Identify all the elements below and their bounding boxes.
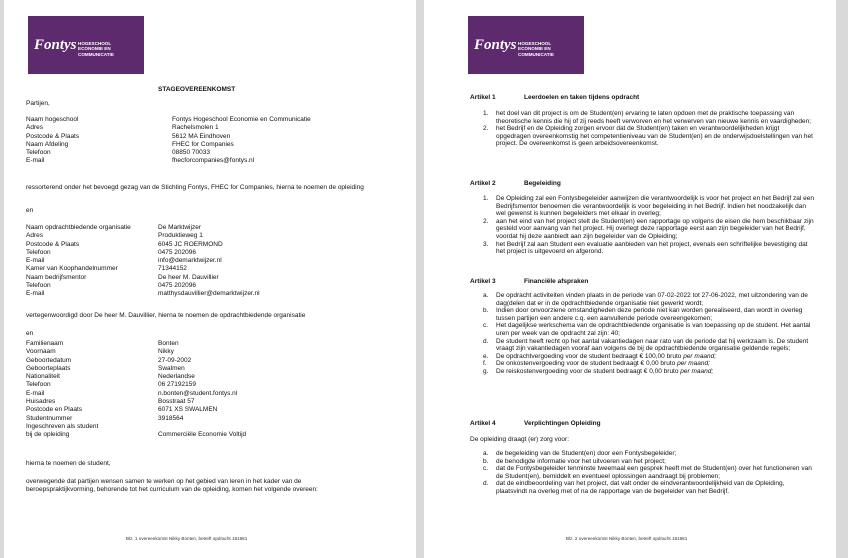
article-4-title: Verplichtingen Opleiding (524, 420, 601, 427)
detail-value: Rachelsmolen 1 (172, 124, 219, 132)
en-connector: en (26, 330, 34, 337)
list-item (470, 322, 815, 337)
detail-label: Adres (26, 232, 43, 240)
list-item (470, 450, 815, 458)
detail-row (26, 431, 406, 439)
logo-subtitle: HOGESCHOOL ECONOMIE EN COMMUNICATIE (78, 41, 114, 57)
logo-brand: Fontys (34, 37, 77, 53)
detail-row (26, 381, 406, 389)
detail-label: Ingeschreven als student (26, 422, 99, 430)
vertegenwoordigd-text: vertegenwoordigd door De heer M. Dauvillier, hierna te noemen de opdrachtbiedende organisatie (26, 312, 306, 319)
article-2-list (470, 195, 815, 256)
list-text: dat de Fontysbegeleider tenminste tweemaal een gesprek heeft met de Student(en) over het functioneren van de Student(en), bemiddelt en eventueel oplossingen aandraagt bij problemen; (496, 465, 812, 480)
detail-value: Bonten (158, 340, 179, 347)
detail-row (26, 274, 406, 282)
detail-row (26, 340, 406, 348)
article-1-list (470, 110, 815, 148)
detail-label: E-mail (26, 290, 45, 298)
detail-row (26, 241, 406, 249)
detail-label: Naam hogeschool (26, 116, 79, 123)
list-text: het doel van dit project is om de Student(en) ervaring te laten opdoen met de praktische toepassing van theoretische kennis die hij of zij reeds heeft verworven en het verwerven van nieuwe kennis en vaardigheden; (496, 110, 812, 125)
detail-value: fhecforcompanies@fontys.nl (172, 157, 255, 165)
list-marker: f. (483, 360, 487, 368)
logo-subtitle: HOGESCHOOL ECONOMIE EN COMMUNICATIE (518, 41, 554, 57)
list-marker: c. (483, 322, 489, 330)
list-item (470, 458, 815, 466)
list-marker: 2. (483, 125, 489, 133)
detail-row (26, 365, 406, 373)
article-4-list (470, 450, 815, 496)
list-text: het Bedrijf zal aan Student een evaluatie aanbieden van het project, evenals een schriftelijke bevestiging dat het project is uitgevoerd en afgerond. (496, 240, 808, 256)
detail-value: Fontys Hogeschool Economie en Communicatie (172, 116, 311, 123)
detail-row (26, 348, 406, 356)
list-text: De opdracht activiteiten vinden plaats in de periode van 07-02-2022 tot 27-06-2022, met uitzondering van de dag(delen dat er in de opdrachtbiedende organisatie niet gewerkt wordt; (496, 292, 808, 307)
article-4-number: Artikel 4 (470, 420, 496, 427)
list-text: De reiskostenvergoeding voor de student bedraagt € 0,00 bruto (496, 367, 679, 375)
detail-label: Geboorteplaats (26, 364, 71, 372)
list-text: het Bedrijf en de Opleiding zorgen ervoor dat de Student(en) taken en verantwoordelijkheden krijgt opgedragen overeenkomstig het competentieniveau van de Student(en) en de onderwijsdoelstellingen van het project. De overeenkomst is geen arbeidsovereenkomst. (496, 125, 813, 148)
article-3-list (470, 292, 815, 376)
list-item (470, 241, 815, 256)
detail-value: Commerciële Economie Voltijd (158, 431, 247, 439)
list-marker: 3. (483, 240, 489, 248)
detail-row (26, 357, 406, 365)
detail-label: E-mail (26, 157, 45, 165)
detail-label: E-mail (26, 389, 45, 397)
detail-label: Nationaliteit (26, 373, 60, 381)
detail-value: 6045 JC ROERMOND (158, 240, 223, 248)
list-item (470, 360, 815, 368)
list-text: aan het eind van het project stelt de Student(en) een rapportage op volgens de eisen die hem beschikbaar zijn gesteld voor aanvang van het project. Hij overlegt deze rapportage eerst aan zijn begeleider van het Bedrijf, voordat hij deze aanbiedt aan zijn begeleider van de Opleiding; (496, 217, 814, 240)
detail-row (26, 415, 406, 423)
detail-value: Swalmen (158, 364, 185, 372)
detail-row (26, 257, 406, 265)
detail-label: Telefoon (26, 149, 51, 157)
detail-value: info@demarktwijzer.nl (158, 257, 222, 265)
list-text: De onkostenvergoeding voor de student bedraagt € 0,00 bruto (496, 360, 676, 368)
detail-label: Kamer van Koophandelnummer (26, 265, 118, 273)
list-marker: b. (483, 307, 489, 315)
list-text: dat de eindbeoordeling van het project, dat valt onder de eindverantwoordelijkheid van de Opleiding, plaatsvindt na overleg met of na de rapportage van de begeleider van het Bedrijf. (496, 480, 785, 495)
article-4-intro: De opleiding draagt (er) zorg voor: (470, 436, 569, 443)
detail-label: Naam opdrachtbiedende organisatie (26, 224, 131, 231)
article-3-number: Artikel 3 (470, 278, 496, 285)
detail-label: Postcode & Plaats (26, 132, 80, 140)
page-footer: Blz. 2 overeenkomst Nikky Bonten, betreft opdracht 191681 (566, 536, 688, 541)
document-page-2 (424, 0, 836, 558)
detail-row (26, 149, 406, 157)
list-text: De opdrachtvergoeding voor de student bedraagt € 100,00 bruto (496, 352, 682, 360)
ressorterend-text: ressorterend onder het bevoegd gezag van de Stichting Fontys, FHEC for Companies, hierna te noemen de opleiding (26, 184, 364, 191)
list-text-emphasis: per maand; (683, 352, 717, 360)
list-item (470, 292, 815, 307)
detail-value: Nederlandse (158, 373, 195, 381)
detail-label: Adres (26, 124, 43, 132)
list-marker: a. (483, 450, 489, 457)
detail-value: 5612 MA Eindhoven (172, 132, 231, 140)
list-marker: d. (483, 337, 489, 345)
detail-value: De Marktwijzer (158, 224, 201, 231)
detail-row (26, 116, 406, 124)
list-marker: c. (483, 465, 489, 473)
page-footer: Blz. 1 overeenkomst Nikky Bonten, betreft opdracht 191681 (126, 536, 248, 541)
overwegende-text: overwegende dat partijen wensen samen te werken op het gebied van leren in het kader van de beroepspraktijkvorming, behorende tot het curriculum van de opleiding, komen het volgende overeen: (26, 478, 318, 493)
list-marker: 1. (483, 195, 489, 202)
detail-row (26, 398, 406, 406)
article-3-title: Financiële afspraken (524, 278, 589, 285)
detail-label: Familienaam (26, 340, 64, 347)
detail-value: matthysdauvillier@demarktwijzer.nl (158, 290, 260, 298)
detail-row (26, 249, 406, 257)
detail-label: bij de opleiding (26, 431, 70, 439)
detail-row (26, 406, 406, 414)
article-1-number: Artikel 1 (470, 94, 496, 101)
list-text: De Opleiding zal een Fontysbegeleider aanwijzen die verantwoordelijk is voor het project en het Bedrijf zal een Bedrijfsmentor benoemen die verantwoordelijk is voor begeleiding in het Bedrijf. Indien het noodzakelijk dan wel gewenst is kunnen begeleiders met elkaar in overleg; (496, 195, 814, 218)
detail-value: 27-09-2002 (158, 356, 192, 364)
detail-row (26, 141, 406, 149)
list-marker: d. (483, 480, 489, 488)
en-connector: en (26, 207, 34, 214)
article-2-number: Artikel 2 (470, 180, 496, 187)
detail-value: De heer M. Dauvillier (158, 273, 219, 281)
student-details (26, 340, 406, 440)
parties-heading: Partijen, (26, 100, 50, 107)
detail-row (26, 290, 406, 298)
detail-row (26, 224, 406, 232)
list-item (470, 195, 815, 218)
list-text: de benodigde informatie voor het uitvoeren van het project; (496, 457, 666, 465)
detail-label: Telefoon (26, 282, 51, 290)
detail-value: 6071 XS SWALMEN (158, 406, 218, 414)
list-item (470, 218, 815, 241)
detail-label: Studentnummer (26, 414, 73, 422)
list-text-emphasis: per maand; (680, 367, 714, 375)
detail-label: Voornaam (26, 348, 56, 356)
list-text: Het dagelijkse werkschema van de opdrachtbiedende organisatie is van toepassing op de student. Het aantal uren per week van de opdracht zal zijn: 40; (496, 322, 811, 337)
detail-value: n.bonten@student.fontys.nl (158, 389, 238, 397)
detail-value: 3918564 (158, 414, 184, 422)
detail-value: 08850 70033 (172, 149, 210, 157)
list-text: De student heeft recht op het aantal vakantiedagen naar rato van de periode dat hij werkzaam is. De student vraagt zijn vakantiedagen vooraf aan volgens de bij de opdrachtbiedende organisatie geldende regels; (496, 337, 809, 353)
detail-row (26, 133, 406, 141)
detail-row (26, 390, 406, 398)
detail-value: Bosstraat 57 (158, 398, 195, 406)
school-details (26, 116, 406, 166)
detail-row (26, 157, 406, 165)
detail-row (26, 282, 406, 290)
detail-label: Postcode en Plaats (26, 406, 83, 414)
list-item (470, 368, 815, 376)
detail-value: FHEC for Companies (172, 140, 234, 148)
detail-label: Telefoon (26, 248, 51, 256)
list-item (470, 307, 815, 322)
detail-row (26, 232, 406, 240)
list-marker: 1. (483, 110, 489, 117)
detail-label: Naam Afdeling (26, 140, 69, 148)
detail-row (26, 373, 406, 381)
detail-value: 0475 202096 (158, 282, 196, 290)
detail-value: 06 27192159 (158, 381, 196, 389)
detail-label: Geboortedatum (26, 356, 72, 364)
list-marker: b. (483, 457, 489, 465)
list-text-emphasis: per maand; (677, 360, 710, 368)
fontys-logo (28, 16, 144, 74)
detail-label: Naam bedrijfsmentor (26, 273, 87, 281)
page-title: STAGEOVEREENKOMST (158, 86, 236, 93)
detail-label: E-mail (26, 257, 45, 265)
list-marker: g. (483, 367, 489, 375)
detail-label: Postcode & Plaats (26, 240, 80, 248)
detail-row (26, 423, 406, 431)
list-marker: 2. (483, 217, 489, 225)
list-item (470, 110, 815, 125)
list-text: Indien door onvoorziene omstandigheden deze periode niet kan worden gerealiseerd, dan wordt in overleg tussen partijen een andere c.q. een aanvullende periode overeengekomen; (496, 307, 803, 322)
document-page-1 (4, 0, 416, 558)
logo-brand: Fontys (474, 37, 517, 53)
detail-value: 71344152 (158, 265, 187, 273)
detail-value: 0475 202096 (158, 248, 196, 256)
list-item (470, 480, 815, 495)
list-marker: a. (483, 292, 489, 299)
detail-row (26, 124, 406, 132)
list-item (470, 125, 815, 148)
list-item (470, 338, 815, 353)
list-marker: e. (483, 352, 489, 360)
student-designation: hierna te noemen de student, (26, 460, 111, 467)
detail-label: Huisadres (26, 398, 56, 406)
list-item (470, 353, 815, 361)
detail-value: Produktieweg 1 (158, 232, 203, 240)
article-2-title: Begeleiding (524, 180, 561, 187)
list-text: de begeleiding van de Student(en) door een Fontysbegeleider; (496, 450, 677, 457)
list-item (470, 465, 815, 480)
detail-label: Telefoon (26, 381, 51, 389)
article-1-title: Leerdoelen en taken tijdens opdracht (524, 94, 640, 101)
detail-value: Nikky (158, 348, 174, 356)
fontys-logo (468, 16, 584, 74)
detail-row (26, 265, 406, 273)
company-details (26, 224, 406, 299)
